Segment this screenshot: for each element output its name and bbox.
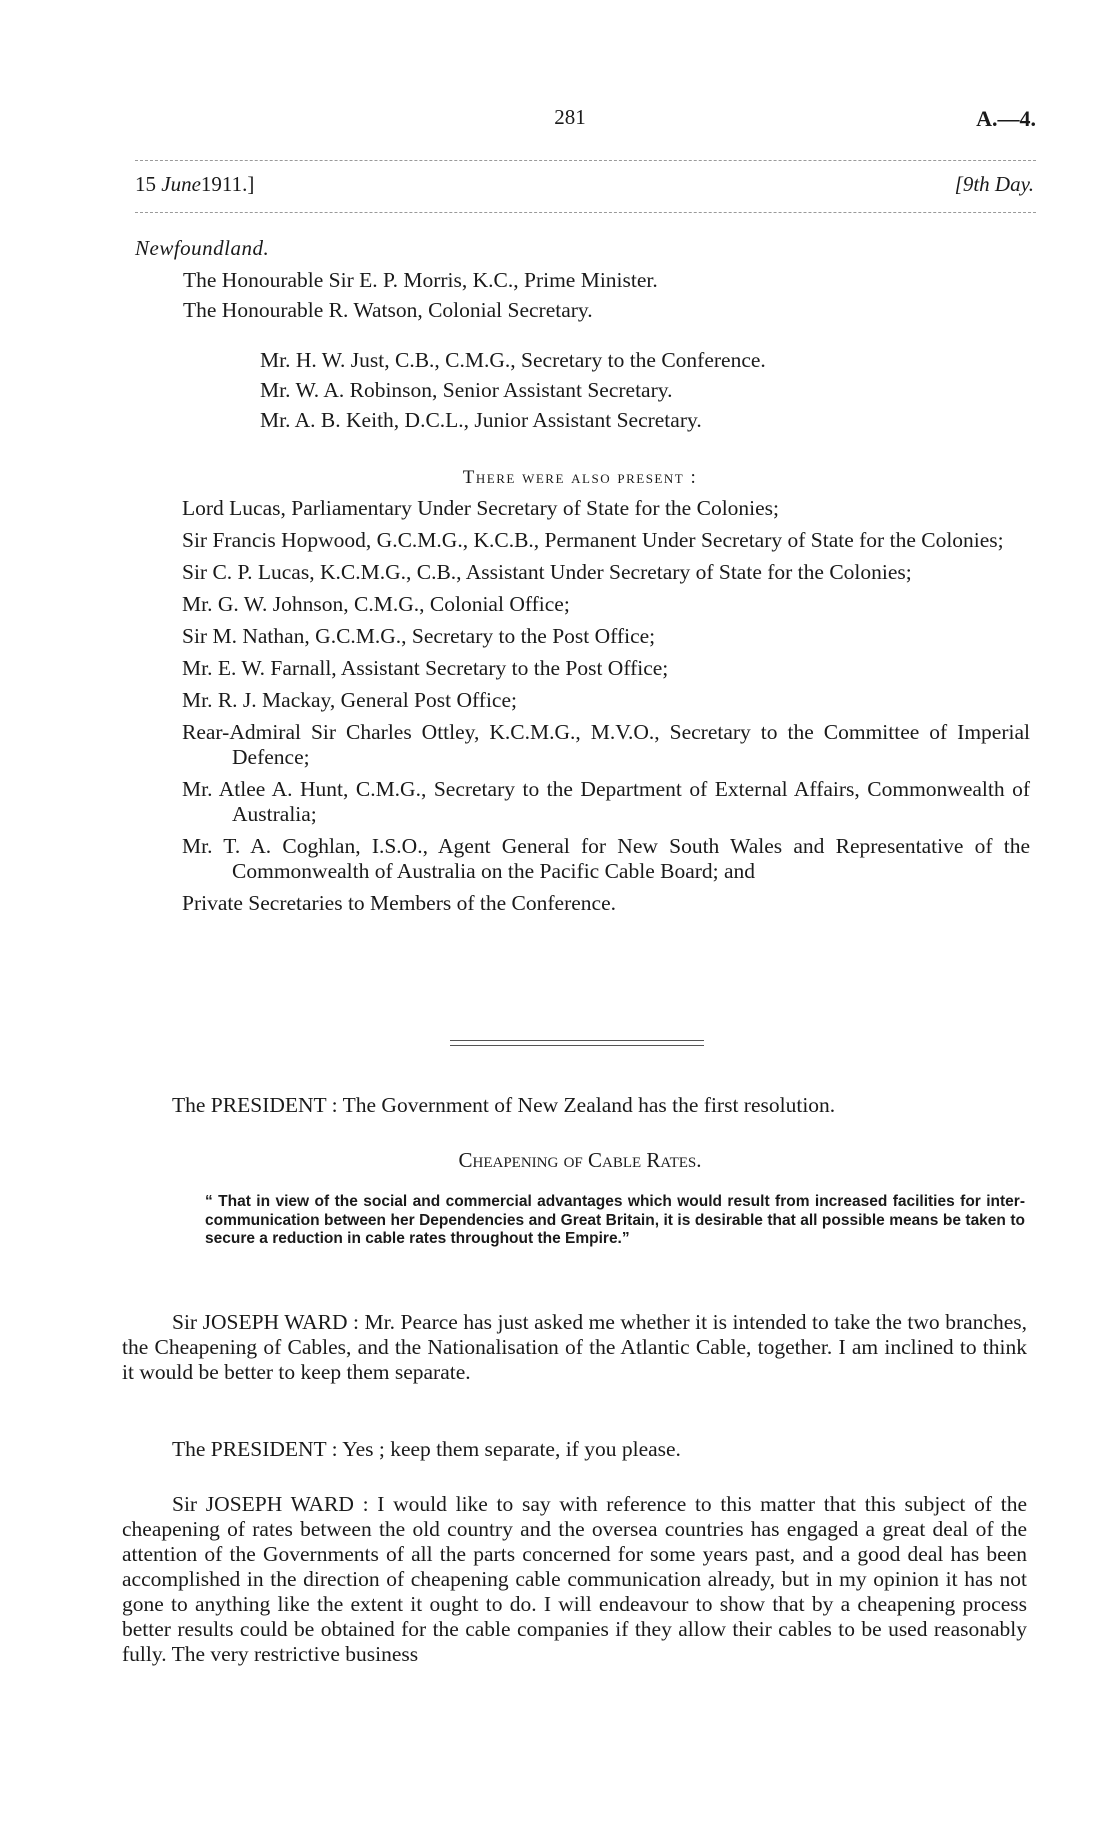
newfoundland-member-colonial-secretary: The Honourable R. Watson, Colonial Secretary. [183, 298, 593, 322]
header-rule-top [135, 160, 1036, 161]
present-entry: Mr. T. A. Coghlan, I.S.O., Agent General for New South Wales and Representative of the Commonwealth of Australia on the Pacific Cable Board; and [182, 834, 1030, 883]
ward-speech-1: Sir JOSEPH WARD : Mr. Pearce has just asked me whether it is intended to take the two branches, the Cheapening of Cables, and the Nationalisation of the Atlantic Cable, together. I am inclined to think it would be better to keep them separate. [122, 1310, 1027, 1384]
resolution-text: “ That in view of the social and commercial advantages which would result from increased facilities for inter-communication between her Dependencies and Great Britain, it is desirable that all possible means be taken to secure a reduction in cable rates throughout the Empire.” [205, 1193, 1025, 1247]
present-entry: Mr. E. W. Farnall, Assistant Secretary to the Post Office; [182, 656, 669, 680]
session-date [135, 172, 254, 197]
also-present-heading: There were also present : [462, 467, 698, 488]
secretary-conference: Mr. H. W. Just, C.B., C.M.G., Secretary to the Conference. [260, 348, 766, 372]
newfoundland-heading: Newfoundland. [135, 236, 270, 260]
present-entry: Lord Lucas, Parliamentary Under Secretary of State for the Colonies; [182, 496, 780, 520]
present-entry: Mr. Atlee A. Hunt, C.M.G., Secretary to the Department of External Affairs, Commonwealth of Australia; [182, 777, 1030, 826]
session-day: [9th Day. [954, 172, 1034, 196]
present-entry: Sir Francis Hopwood, G.C.M.G., K.C.B., Permanent Under Secretary of State for the Colonies; [182, 528, 1004, 552]
date-year: 1911.] [200, 172, 255, 196]
date-month: June [161, 172, 201, 196]
date-day: 15 [135, 172, 156, 196]
present-entry: Mr. G. W. Johnson, C.M.G., Colonial Office; [182, 592, 570, 616]
present-entry: Sir C. P. Lucas, K.C.M.G., C.B., Assistant Under Secretary of State for the Colonies; [182, 560, 912, 584]
present-entry: Sir M. Nathan, G.C.M.G., Secretary to the Post Office; [182, 624, 656, 648]
also-present-list [182, 496, 1030, 923]
section-title: Cheapening of Cable Rates. [458, 1148, 702, 1172]
header-rule-bottom [135, 212, 1036, 213]
president-statement: The PRESIDENT : The Government of New Zealand has the first resolution. [172, 1093, 836, 1117]
series-number: A.—4. [976, 106, 1036, 131]
ward-speech-2: Sir JOSEPH WARD : I would like to say with reference to this matter that this subject of the cheapening of rates between the old country and the oversea countries has engaged a great deal of the attention of the Governments of all the parts concerned for some years past, and a good deal has been accomplished in the direction of cheapening cable communication already, but in my opinion it has not gone to anything like the extent it ought to do. I will endeavour to show that by a cheapening process better results could be obtained for the cable companies if they allow their cables to be used reasonably fully. The very restrictive business [122, 1492, 1027, 1666]
president-reply: The PRESIDENT : Yes ; keep them separate, if you please. [172, 1437, 681, 1461]
newfoundland-member-prime-minister: The Honourable Sir E. P. Morris, K.C., Prime Minister. [183, 268, 658, 292]
junior-assistant-secretary: Mr. A. B. Keith, D.C.L., Junior Assistant Secretary. [260, 408, 702, 432]
section-divider [450, 1040, 704, 1046]
present-entry: Mr. R. J. Mackay, General Post Office; [182, 688, 517, 712]
senior-assistant-secretary: Mr. W. A. Robinson, Senior Assistant Secretary. [260, 378, 673, 402]
page-number: 281 [554, 105, 586, 129]
present-entry: Rear-Admiral Sir Charles Ottley, K.C.M.G., M.V.O., Secretary to the Committee of Imperial Defence; [182, 720, 1030, 769]
present-entry: Private Secretaries to Members of the Conference. [182, 891, 617, 915]
